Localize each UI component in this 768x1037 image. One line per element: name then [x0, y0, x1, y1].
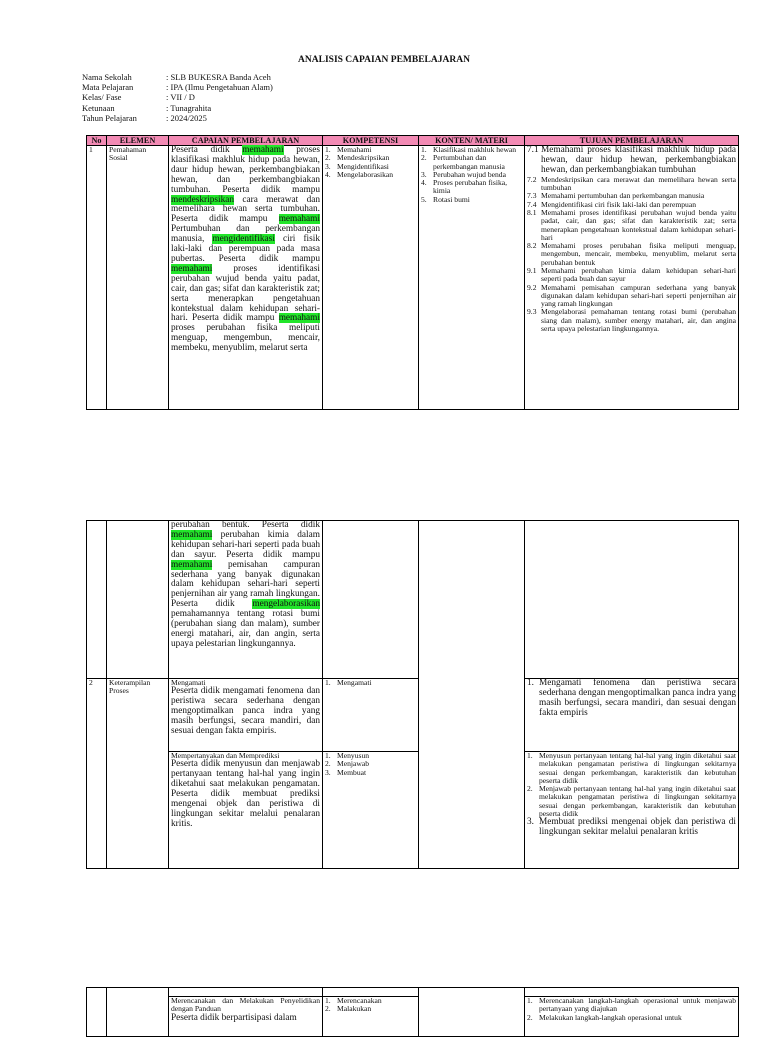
list-text: Menjawab pertanyaan tentang hal-hal yang ingin diketahui saat melakukan pengamatan peristiwa di lingkungan sekitarnya sesuai dengan perkembangan, karakteristik dan kebutuhan peserta didik	[539, 784, 736, 819]
text-segment: pemisahan campuran sederhana yang banyak digunakan dalam kehidupan sehari-hari seperti penjernihan air yang ramah lingkungan. Peserta didik	[171, 559, 320, 610]
row-capaian	[169, 146, 323, 410]
list-number: 3.	[421, 169, 427, 179]
highlighted-keyword: memahami	[278, 313, 320, 324]
row-number: 1	[87, 146, 107, 410]
list-text: Malakukan	[337, 1004, 372, 1014]
list-text: Mendeskripsikan	[337, 153, 390, 163]
text-segment: proses identifikasi perubahan wujud benda yaitu padat, cair, dan gas; sifat dan karakteristik zat; serta menerapkan pengetahuan kontekstual dalam kehidupan sehari-hari. Peserta didik mampu	[171, 263, 320, 324]
meta-row	[82, 92, 273, 102]
list-number: 7.4	[527, 199, 537, 209]
list-number: 9.1	[527, 265, 537, 275]
list-text: Memahami	[337, 145, 372, 154]
list-text: Memahami proses perubahan fisika meliputi menguap, mengembun, mencair, membeku, menyublim, melarut serta perubahan bentuk	[541, 241, 736, 267]
meta-label: Kelas/ Fase	[82, 92, 122, 103]
list-item	[421, 196, 522, 204]
header-konten: KONTEN/ MATERI	[419, 136, 525, 146]
list-item	[527, 209, 736, 242]
list-number: 1.	[325, 678, 331, 687]
list-text: Memahami pertumbuhan dan perkembangan manusia	[541, 191, 705, 201]
list-number: 2.	[325, 153, 331, 163]
list-number: 8.2	[527, 241, 537, 251]
row-kompetensi	[323, 752, 419, 869]
list-item	[527, 284, 736, 309]
highlighted-keyword: mengelaborasikan	[252, 599, 320, 610]
row-kompetensi	[323, 679, 419, 752]
list-number: 2.	[527, 1012, 533, 1022]
list-text: Mengelaborasi pemahaman tentang rotasi bumi (perubahan siang dan malam), sumber energy matahari, air, dan angina serta upaya pelestarian lingkungannya.	[541, 307, 736, 334]
list-item	[325, 1005, 416, 1013]
list-text: Mengelaborasikan	[337, 169, 394, 179]
list-number: 2.	[325, 1004, 331, 1014]
row-kompetensi	[323, 997, 419, 1037]
list-text: Memahami proses identifikasi perubahan wujud benda yaitu padat, cair, dan gas; sifat dan karakteristik zat; serta menerapkan pengetahuan kontekstual dalam kehidupan sehari-hari	[541, 207, 736, 242]
highlighted-keyword: mendeskripsikan	[171, 194, 234, 205]
list-number: 4.	[421, 178, 427, 188]
list-text: Memahami pemisahan campuran sederhana yang banyak digunakan dalam kehidupan sehari-hari seperti penjernihan air yang ramah lingkungan	[541, 282, 736, 309]
list-number: 3.	[527, 817, 534, 828]
list-item	[527, 997, 736, 1014]
list-text: Mengidentifikasi ciri fisik laki-laki dan perempuan	[541, 199, 696, 209]
text-segment: pemahamannya tentang rotasi bumi (perubahan siang dan malam), sumber energi matahari, air, dan angin, serta upaya pelestarian lingkungannya.	[171, 609, 320, 649]
row-konten	[419, 146, 525, 410]
list-text: Menyusun	[337, 751, 370, 760]
list-number: 7.1	[527, 145, 539, 155]
list-number: 9.2	[527, 282, 537, 292]
meta-row	[82, 72, 273, 82]
meta-value: : SLB BUKESRA Banda Aceh	[166, 72, 271, 82]
row-capaian	[169, 752, 323, 869]
list-number: 1.	[527, 751, 533, 760]
list-number: 2.	[527, 784, 533, 794]
list-text: Menyusun pertanyaan tentang hal-hal yang ingin diketahui saat melakukan pengamatan peristiwa di lingkungan sekitarnya sesuai dengan perkembangan, karakteristik dan kebutuhan peserta didik	[539, 751, 736, 785]
header-capaian: CAPAIAN PEMBELAJARAN	[169, 136, 323, 146]
list-text: Mengidentifikasi	[337, 161, 389, 171]
list-text: Memahami proses klasifikasi makhluk hidup pada hewan, daur hidup hewan, perkembangbiakan hewan, dan perkembangbiakan tumbuhan	[541, 145, 736, 175]
sub-heading: Mempertanyakan dan Memprediksi	[171, 751, 280, 760]
list-item	[527, 818, 736, 838]
list-item	[527, 785, 736, 818]
list-item	[421, 179, 522, 196]
list-number: 5.	[421, 194, 427, 204]
document-title: ANALISIS CAPAIAN PEMBELAJARAN	[298, 55, 470, 65]
list-number: 1.	[527, 996, 533, 1005]
list-item	[527, 242, 736, 267]
highlighted-keyword: memahami	[278, 214, 320, 225]
list-text: Mengamati fenomena dan peristiwa secara sederhana dengan mengoptimalkan panca indra yang masih berfungsi, secara mandiri, dan sesuai dengan fakta empiris	[539, 678, 736, 718]
list-item	[421, 154, 522, 171]
text-segment: perubahan kimia dalam kehidupan sehari-hari seperti pada buah dan sayur. Peserta didik mampu	[171, 529, 320, 560]
list-item	[527, 176, 736, 193]
list-text: Klasifikasi makhluk hewan	[433, 145, 517, 154]
text-segment: Peserta didik	[171, 145, 243, 155]
row-elemen: Keterampilan Proses	[107, 679, 169, 869]
table-header-row	[87, 136, 739, 146]
list-item	[325, 171, 416, 179]
list-text: Membuat	[337, 767, 367, 777]
row-capaian	[169, 679, 323, 752]
meta-label: Ketunaan	[82, 102, 115, 113]
list-number: 2.	[421, 153, 427, 163]
list-text: Mengamati	[337, 678, 372, 687]
list-item	[527, 308, 736, 333]
meta-row	[82, 113, 273, 123]
row-capaian-continued	[169, 521, 323, 679]
row-tujuan	[525, 146, 739, 410]
list-text: Rotasi bumi	[433, 194, 470, 204]
meta-label: Mata Pelajaran	[82, 82, 134, 93]
table-row	[87, 521, 739, 679]
table-row	[87, 997, 739, 1037]
row-tujuan	[525, 997, 739, 1037]
list-item	[527, 752, 736, 785]
list-item	[325, 769, 416, 777]
row-elemen: Pemahaman Sosial	[107, 146, 169, 410]
analysis-table-page-3	[86, 987, 739, 1037]
highlighted-keyword: memahami	[171, 559, 213, 570]
list-number: 1.	[325, 996, 331, 1005]
meta-value: : IPA (Ilmu Pengetahuan Alam)	[166, 82, 273, 93]
table-row	[87, 146, 739, 410]
analysis-table-page-1	[86, 135, 739, 410]
list-number: 9.3	[527, 307, 537, 317]
list-item	[527, 267, 736, 284]
row-kompetensi	[323, 146, 419, 410]
header-no: No	[87, 136, 107, 146]
list-number: 7.2	[527, 174, 537, 184]
list-text: Proses perubahan fisika, kimia	[433, 178, 508, 196]
text-segment: Pertumbuhan dan perkembangan manusia,	[171, 224, 320, 245]
meta-value: : 2024/2025	[166, 112, 207, 123]
sub-text: Peserta didik mengamati fenomena dan peristiwa secara sederhana dengan mengoptimalkan panca indra yang masih berfungsi, secara mandiri, dan sesuai dengan fakta empiris.	[171, 686, 320, 736]
list-number: 8.1	[527, 207, 537, 217]
meta-value: : VII / D	[166, 92, 195, 103]
highlighted-keyword: memahami	[242, 145, 284, 155]
header-elemen: ELEMEN	[107, 136, 169, 146]
list-number: 1.	[421, 145, 427, 154]
text-segment: cara merawat dan memelihara hewan serta tumbuhan. Peserta didik mampu	[171, 194, 320, 225]
list-text: Memahami perubahan kimia dalam kehidupan sehari-hari seperti pada buah dan sayur	[541, 265, 736, 284]
highlighted-keyword: mengidentifikasi	[212, 234, 275, 245]
meta-label: Tahun Pelajaran	[82, 112, 137, 123]
text-segment: proses perubahan fisika meliputi menguap, mengembun, mencair, membeku, menyublim, melarut serta	[171, 323, 320, 354]
row-capaian	[169, 997, 323, 1037]
list-number: 7.3	[527, 191, 537, 201]
list-text: Menjawab	[337, 759, 370, 769]
text-segment: perubahan bentuk. Peserta didik	[171, 520, 320, 530]
list-text: Merencanakan	[337, 996, 382, 1005]
highlighted-keyword: memahami	[171, 529, 213, 540]
row-number: 2	[87, 679, 107, 869]
sub-heading: Mengamati	[171, 678, 206, 687]
header-kompetensi: KOMPETENSI	[323, 136, 419, 146]
row-tujuan	[525, 752, 739, 869]
list-text: Merencanakan langkah-langkah operasional untuk menjawab pertanyaan yang diajukan	[539, 996, 736, 1014]
list-text: Melakukan langkah-langkah operasional untuk	[539, 1012, 682, 1022]
list-text: Pertumbuhan dan perkembangan manusia	[433, 153, 505, 171]
meta-value: : Tunagrahita	[166, 102, 212, 113]
list-number: 3.	[325, 767, 331, 777]
list-text: Membuat prediksi mengenai objek dan peristiwa di lingkungan sekitar melalui penalaran kritis	[539, 817, 736, 838]
meta-row	[82, 103, 273, 113]
table-row	[87, 679, 739, 752]
text-segment: proses klasifikasi makhluk hidup pada hewan, daur hidup hewan, perkembangbiakan hewan, dan perkembangbiakan tumbuhan. Peserta didik mampu	[171, 145, 320, 195]
meta-label: Nama Sekolah	[82, 72, 132, 82]
row-konten-empty	[419, 521, 525, 869]
sub-text: Peserta didik berpartisipasi dalam	[171, 1012, 297, 1023]
text-segment: ciri fisik laki-laki dan perempuan pada masa pubertas. Peserta didik mampu	[171, 234, 320, 264]
sub-text: Peserta didik menyusun dan menjawab pertanyaan tentang hal-hal yang ingin diketahui saat melakukan pengamatan. Peserta didik membuat prediksi mengenai objek dan peristiwa di lingkungan sekitar melalui penalaran kritis.	[171, 759, 320, 829]
header-tujuan: TUJUAN PEMBELAJARAN	[525, 136, 739, 146]
sub-heading: Merencanakan dan Melakukan Penyelidikan dengan Panduan	[171, 996, 320, 1014]
list-number: 1.	[325, 145, 331, 154]
analysis-table-page-2	[86, 520, 739, 869]
list-item	[527, 679, 736, 719]
list-text: Perubahan wujud benda	[433, 169, 506, 179]
list-number: 4.	[325, 169, 331, 179]
list-number: 3.	[325, 161, 331, 171]
meta-row	[82, 82, 273, 92]
list-number: 2.	[325, 759, 331, 769]
table-row	[87, 752, 739, 869]
list-item	[527, 1014, 736, 1022]
list-number: 1.	[325, 751, 331, 760]
list-item	[325, 679, 416, 687]
row-tujuan	[525, 679, 739, 752]
list-item	[527, 146, 736, 176]
list-number: 1.	[527, 678, 534, 688]
school-info	[82, 72, 273, 123]
list-text: Mendeskripsikan cara merawat dan memelihara hewan serta tumbuhan	[541, 174, 736, 193]
highlighted-keyword: memahami	[171, 263, 213, 274]
